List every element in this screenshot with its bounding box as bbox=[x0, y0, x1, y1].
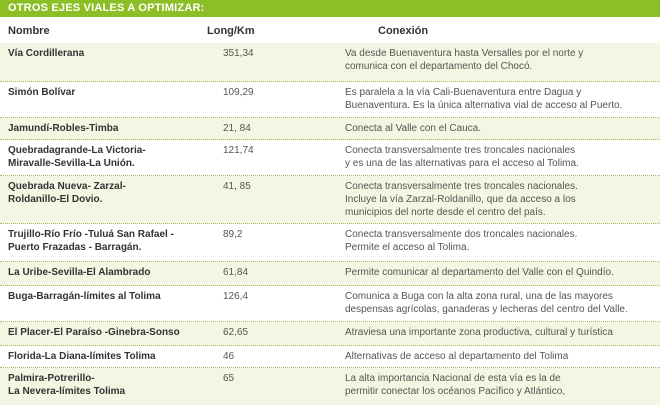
road-length: 46 bbox=[223, 351, 235, 362]
table-row bbox=[0, 118, 660, 140]
table-header bbox=[0, 17, 660, 43]
column-header-length: Long/Km bbox=[207, 25, 255, 37]
table-row bbox=[0, 346, 660, 368]
road-length: 121,74 bbox=[223, 145, 254, 156]
table-row bbox=[0, 368, 660, 405]
section-banner bbox=[0, 0, 660, 17]
road-length: 65 bbox=[223, 373, 235, 384]
table-row bbox=[0, 262, 660, 286]
road-connection: Permite comunicar al departamento del Valle con el Quindío. bbox=[345, 267, 614, 278]
road-connection: Es paralela a la vía Cali-Buenaventura entre Dagua y Buenaventura. Es la única alternativa vial de acceso al Puerto. bbox=[345, 87, 623, 111]
road-name: Vía Cordillerana bbox=[8, 48, 85, 59]
road-name: La Uribe-Sevilla-El Alambrado bbox=[8, 267, 151, 278]
table-row bbox=[0, 286, 660, 322]
road-connection: Conecta al Valle con el Cauca. bbox=[345, 123, 482, 134]
table-row bbox=[0, 322, 660, 346]
road-connection: Conecta transversalmente dos troncales nacionales. Permite el acceso al Tolima. bbox=[345, 229, 578, 253]
road-connection: La alta importancia Nacional de esta vía es la de permitir conectar los océanos Pacífico y Atlántico, bbox=[345, 373, 566, 397]
road-name: Florida-La Diana-límites Tolima bbox=[8, 351, 156, 362]
road-name: Palmira-Potrerillo- La Nevera-límites Tolima bbox=[8, 373, 126, 397]
road-length: 61,84 bbox=[223, 267, 249, 278]
table-row bbox=[0, 43, 660, 82]
road-connection: Comunica a Buga con la alta zona rural, una de las mayores despensas agrícolas, ganaderas y lecheras del centro del Valle. bbox=[345, 291, 628, 315]
road-length: 21, 84 bbox=[223, 123, 251, 134]
road-connection: Atraviesa una importante zona productiva, cultural y turística bbox=[345, 327, 613, 338]
table-row bbox=[0, 140, 660, 176]
road-name: Trujillo-Río Frío -Tuluá San Rafael - Puerto Frazadas - Barragán. bbox=[8, 229, 174, 253]
table-row bbox=[0, 224, 660, 262]
road-connection: Conecta transversalmente tres troncales nacionales y es una de las alternativas para el acceso al Tolima. bbox=[345, 145, 579, 169]
road-name: Buga-Barragán-límites al Tolima bbox=[8, 291, 161, 302]
road-name: Jamundí-Robles-Timba bbox=[8, 123, 119, 134]
road-connection: Conecta transversalmente tres troncales nacionales. Incluye la vía Zarzal-Roldanillo, que da acceso a los municipios del norte desde el centro del país. bbox=[345, 181, 578, 218]
road-connection: Alternativas de acceso al departamento del Tolima bbox=[345, 351, 569, 362]
road-name: Quebradagrande-La Victoria- Miravalle-Sevilla-La Unión. bbox=[8, 145, 146, 169]
road-length: 89,2 bbox=[223, 229, 243, 240]
road-name: Quebrada Nueva- Zarzal- Roldanillo-El Dovio. bbox=[8, 181, 126, 205]
road-name: Simón Bolívar bbox=[8, 87, 76, 98]
road-length: 41, 85 bbox=[223, 181, 251, 192]
road-length: 109,29 bbox=[223, 87, 254, 98]
column-header-connection: Conexión bbox=[378, 25, 429, 37]
table-row bbox=[0, 176, 660, 224]
section-title: OTROS EJES VIALES A OPTIMIZAR: bbox=[8, 2, 205, 14]
table-row bbox=[0, 82, 660, 118]
road-length: 126,4 bbox=[223, 291, 249, 302]
road-length: 62,65 bbox=[223, 327, 249, 338]
road-length: 351,34 bbox=[223, 48, 254, 59]
column-header-name: Nombre bbox=[8, 25, 50, 37]
road-name: El Placer-El Paraíso -Ginebra-Sonso bbox=[8, 327, 180, 338]
road-connection: Va desde Buenaventura hasta Versalles por el norte y comunica con el departamento del Chocó. bbox=[345, 48, 584, 72]
